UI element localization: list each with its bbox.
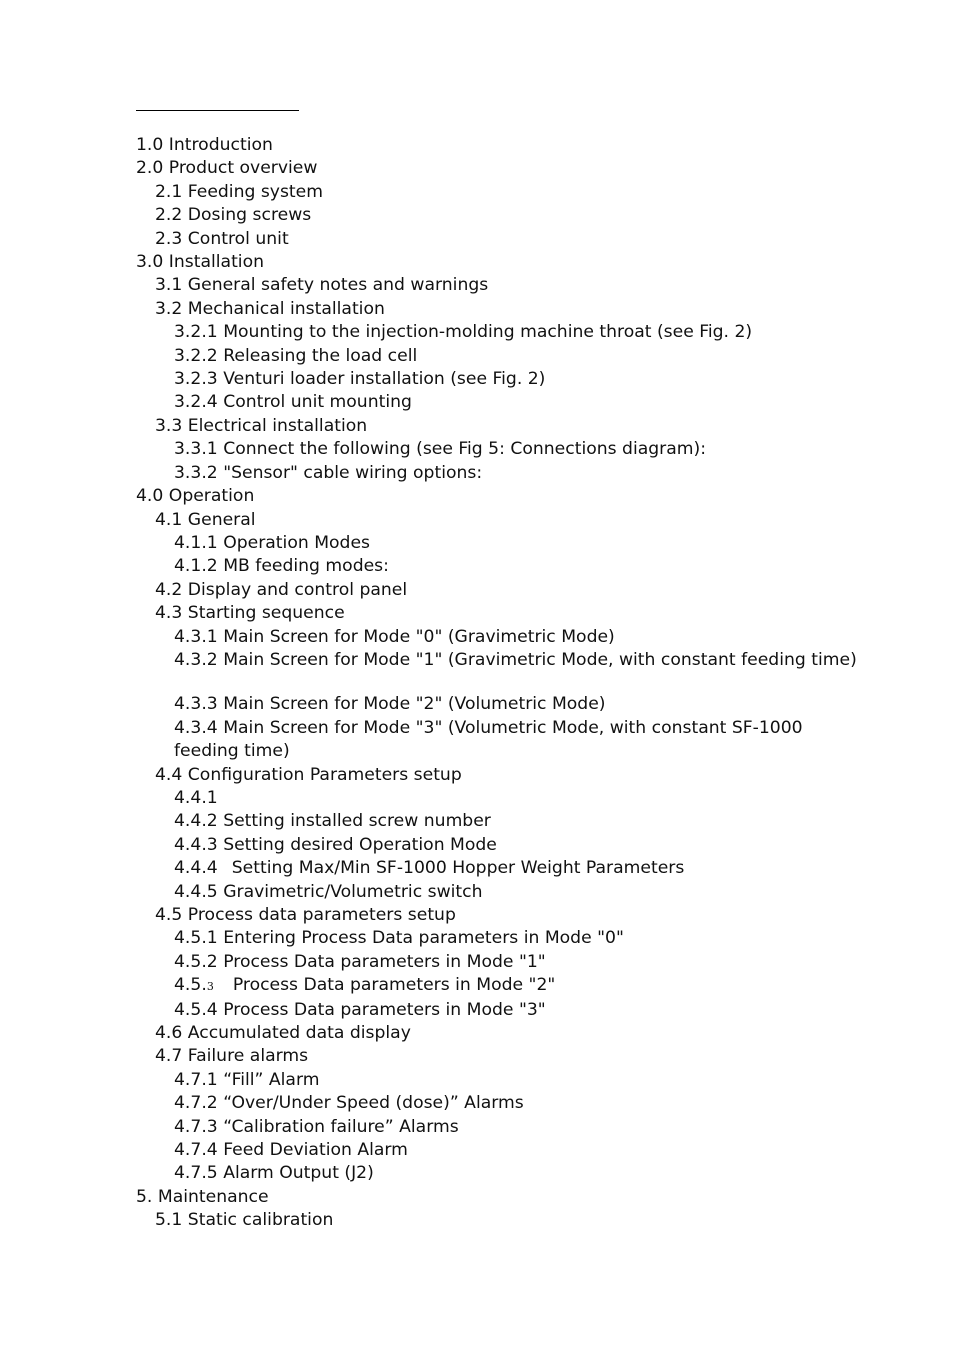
toc-entry-3-2-4[interactable]: 3.2.4 Control unit mounting: [174, 392, 412, 413]
toc-entry-4-1[interactable]: 4.1 General: [155, 509, 256, 530]
toc-entry-1-0[interactable]: 1.0 Introduction: [136, 135, 273, 155]
toc-entry-number: 4.5.: [174, 975, 207, 996]
toc-entry-4-7[interactable]: 4.7 Failure alarms: [155, 1046, 309, 1067]
toc-entry-3-3-1[interactable]: 3.3.1 Connect the following (see Fig 5: Connections diagram):: [174, 439, 707, 460]
toc-entry-4-7-2[interactable]: 4.7.2 “Over/Under Speed (dose)” Alarms: [174, 1093, 524, 1114]
table-of-contents: [136, 134, 876, 1233]
toc-entry-2-1[interactable]: 2.1 Feeding system: [155, 181, 323, 202]
toc-entry-4-4[interactable]: 4.4 Configuration Parameters setup: [155, 764, 462, 785]
toc-entry-4-5-2[interactable]: 4.5.2 Process Data parameters in Mode "1": [174, 951, 546, 972]
toc-entry-4-4-5[interactable]: 4.4.5 Gravimetric/Volumetric switch: [174, 881, 483, 902]
toc-entry-3-0[interactable]: 3.0 Installation: [136, 252, 264, 273]
toc-entry-4-4-2[interactable]: 4.4.2 Setting installed screw number: [174, 811, 491, 832]
toc-entry-number: 4.4.4: [174, 858, 218, 879]
toc-entry-3-3-2[interactable]: 3.3.2 "Sensor" cable wiring options:: [174, 462, 483, 483]
toc-entry-4-1-1[interactable]: 4.1.1 Operation Modes: [174, 532, 370, 553]
toc-entry-4-3-4[interactable]: 4.3.4 Main Screen for Mode "3" (Volumetric Mode, with constant SF-1000 feeding time): [174, 717, 803, 762]
toc-entry-4-4-4[interactable]: [136, 857, 876, 880]
toc-entry-3-3[interactable]: 3.3 Electrical installation: [155, 415, 368, 436]
toc-entry-4-6[interactable]: 4.6 Accumulated data display: [155, 1023, 411, 1044]
toc-entry-4-3-3[interactable]: 4.3.3 Main Screen for Mode "2" (Volumetric Mode): [174, 694, 606, 715]
toc-entry-4-7-4[interactable]: 4.7.4 Feed Deviation Alarm: [174, 1140, 408, 1161]
toc-entry-3-2-2[interactable]: 3.2.2 Releasing the load cell: [174, 345, 418, 366]
toc-entry-4-3[interactable]: 4.3 Starting sequence: [155, 603, 345, 624]
toc-entry-3-2[interactable]: 3.2 Mechanical installation: [155, 298, 385, 319]
toc-entry-4-1-2[interactable]: 4.1.2 MB feeding modes:: [174, 556, 389, 577]
toc-entry-4-2[interactable]: 4.2 Display and control panel: [155, 579, 408, 600]
toc-entry-3-1[interactable]: 3.1 General safety notes and warnings: [155, 275, 489, 296]
toc-entry-4-7-1[interactable]: 4.7.1 “Fill” Alarm: [174, 1069, 320, 1090]
toc-entry-5-1[interactable]: 5.1 Static calibration: [155, 1210, 334, 1231]
toc-entry-4-5-3[interactable]: [136, 974, 876, 998]
toc-entry-4-5[interactable]: 4.5 Process data parameters setup: [155, 905, 456, 925]
toc-entry-4-3-1[interactable]: 4.3.1 Main Screen for Mode "0" (Gravimetric Mode): [174, 626, 615, 647]
toc-entry-2-0[interactable]: 2.0 Product overview: [136, 158, 318, 179]
toc-entry-4-5-4[interactable]: 4.5.4 Process Data parameters in Mode "3": [174, 999, 546, 1020]
toc-entry-4-4-3[interactable]: 4.4.3 Setting desired Operation Mode: [174, 834, 497, 855]
toc-entry-title: Process Data parameters in Mode "2": [232, 975, 556, 996]
toc-entry-title: Setting Max/Min SF-1000 Hopper Weight Parameters: [231, 858, 685, 879]
toc-entry-4-7-3[interactable]: 4.7.3 “Calibration failure” Alarms: [174, 1116, 459, 1137]
toc-entry-5-0[interactable]: 5. Maintenance: [136, 1186, 269, 1207]
toc-entry-2-3[interactable]: 2.3 Control unit: [155, 228, 289, 249]
toc-entry-2-2[interactable]: 2.2 Dosing screws: [155, 205, 312, 226]
toc-entry-number-suffix: 3: [206, 980, 214, 994]
toc-entry-3-2-3[interactable]: 3.2.3 Venturi loader installation (see Fig. 2): [174, 369, 546, 390]
footnote-separator-line: [136, 110, 299, 111]
toc-entry-3-2-1[interactable]: 3.2.1 Mounting to the injection-molding machine throat (see Fig. 2): [174, 322, 753, 343]
toc-entry-4-3-2[interactable]: 4.3.2 Main Screen for Mode "1" (Gravimetric Mode, with constant feeding time): [174, 649, 857, 670]
toc-entry-4-7-5[interactable]: 4.7.5 Alarm Output (J2): [174, 1163, 374, 1184]
toc-entry-4-4-1[interactable]: 4.4.1: [174, 787, 218, 808]
toc-entry-4-0[interactable]: 4.0 Operation: [136, 486, 255, 507]
toc-entry-4-5-1[interactable]: 4.5.1 Entering Process Data parameters in Mode "0": [174, 928, 624, 949]
